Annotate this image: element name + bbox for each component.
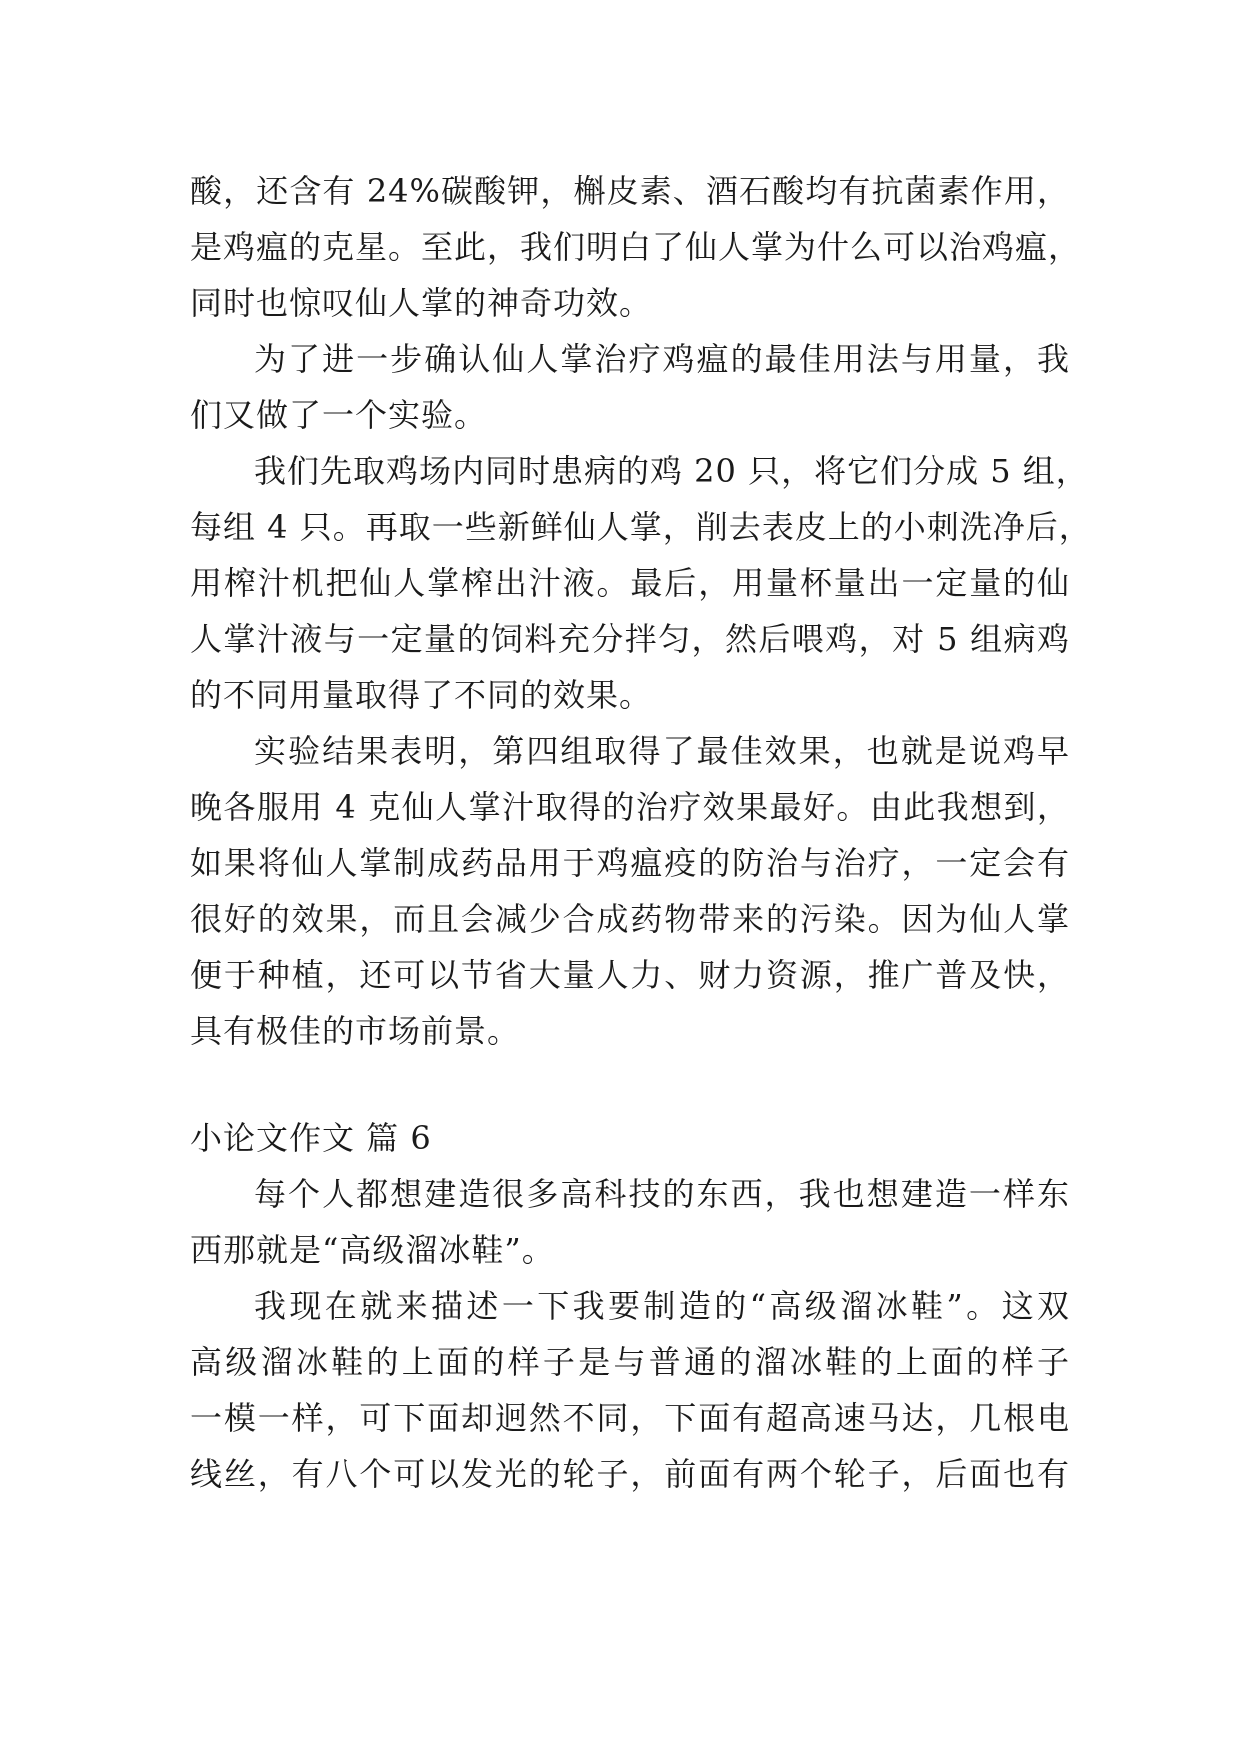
text-line: 高级溜冰鞋的上面的样子是与普通的溜冰鞋的上面的样子 [190, 1343, 1070, 1381]
paragraph-first-line: 为了进一步确认仙人掌治疗鸡瘟的最佳用法与用量，我 [254, 340, 1070, 378]
text-line: 如果将仙人掌制成药品用于鸡瘟疫的防治与治疗，一定会有 [190, 844, 1070, 882]
text-line: 晚各服用 4 克仙人掌汁取得的治疗效果最好。由此我想到， [190, 788, 1070, 826]
paragraph-first-line: 我们先取鸡场内同时患病的鸡 20 只，将它们分成 5 组， [254, 452, 1089, 490]
text-line: 的不同用量取得了不同的效果。 [190, 676, 653, 714]
paragraph-first-line: 每个人都想建造很多高科技的东西，我也想建造一样东 [254, 1175, 1070, 1213]
text-line: 具有极佳的市场前景。 [190, 1012, 521, 1050]
paragraph-first-line: 我现在就来描述一下我要制造的“高级溜冰鞋”。这双 [254, 1287, 1070, 1325]
text-line: 西那就是“高级溜冰鞋”。 [190, 1231, 555, 1269]
paragraph-first-line: 实验结果表明，第四组取得了最佳效果，也就是说鸡早 [254, 732, 1070, 770]
text-line: 很好的效果，而且会减少合成药物带来的污染。因为仙人掌 [190, 900, 1070, 938]
text-line: 线丝，有八个可以发光的轮子，前面有两个轮子，后面也有 [190, 1455, 1070, 1493]
text-line: 用榨汁机把仙人掌榨出汁液。最后，用量杯量出一定量的仙 [190, 564, 1070, 602]
text-line: 是鸡瘟的克星。至此，我们明白了仙人掌为什么可以治鸡瘟， [190, 228, 1082, 266]
text-line: 每组 4 只。再取一些新鲜仙人掌，削去表皮上的小刺洗净后， [190, 508, 1092, 546]
text-line: 酸，还含有 24%碳酸钾，槲皮素、酒石酸均有抗菌素作用， [190, 172, 1070, 210]
text-line: 一模一样，可下面却迥然不同，下面有超高速马达，几根电 [190, 1399, 1070, 1437]
text-line: 们又做了一个实验。 [190, 396, 488, 434]
text-line: 同时也惊叹仙人掌的神奇功效。 [190, 284, 653, 322]
text-line: 人掌汁液与一定量的饲料充分拌匀，然后喂鸡，对 5 组病鸡 [190, 620, 1070, 658]
text-line: 便于种植，还可以节省大量人力、财力资源，推广普及快， [190, 956, 1070, 994]
section-heading: 小论文作文 篇 6 [190, 1119, 432, 1157]
